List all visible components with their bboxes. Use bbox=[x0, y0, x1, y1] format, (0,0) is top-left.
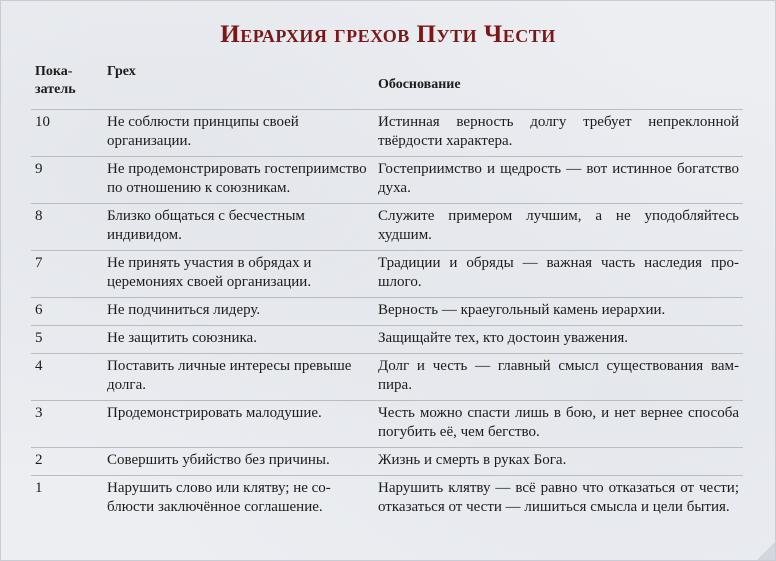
row-sin: Не соблюсти принципы своей организации. bbox=[107, 114, 299, 149]
row-sin: Не защитить союзника. bbox=[107, 330, 257, 346]
page-title: Иерархия грехов Пути Чести bbox=[220, 21, 556, 48]
row-sin: Продемонстрировать малодушие. bbox=[107, 405, 322, 421]
header-sin: Грех bbox=[107, 64, 136, 79]
header-reason: Обоснование bbox=[378, 77, 461, 92]
row-score: 6 bbox=[35, 302, 43, 318]
table-row bbox=[31, 326, 743, 354]
row-score: 1 bbox=[35, 480, 43, 496]
page-corner-fold bbox=[757, 542, 775, 560]
table-row bbox=[31, 448, 743, 476]
row-reason: Долг и честь — главный смысл существования вампира. bbox=[378, 358, 739, 393]
header-score-line1: Пока- bbox=[35, 64, 73, 79]
row-sin: Поставить личные интересы превыше долга. bbox=[107, 358, 352, 393]
row-score: 4 bbox=[35, 358, 43, 374]
row-reason: Гостеприимство и щедрость — вот истинное богатство духа. bbox=[378, 161, 739, 196]
row-reason: Нарушить клятву — всё равно что отказаться от чести; отказаться от чести — лишиться смысла и цели бытия. bbox=[378, 480, 739, 515]
row-reason: Честь можно спасти лишь в бою, и нет вернее способа погубить её, чем бегство. bbox=[378, 405, 739, 440]
table-row bbox=[31, 298, 743, 326]
row-score: 8 bbox=[35, 208, 43, 224]
row-reason: Защищайте тех, кто достоин уважения. bbox=[378, 330, 629, 346]
table-row bbox=[31, 251, 743, 298]
table-row bbox=[31, 476, 743, 523]
table-row bbox=[31, 354, 743, 401]
row-sin: Не продемонстрировать гостеприимство по отношению к союзникам. bbox=[107, 161, 367, 196]
row-sin: Не принять участия в обрядах и церемониях своей организации. bbox=[107, 255, 312, 290]
table-header-row bbox=[31, 59, 743, 110]
table-row bbox=[31, 110, 743, 157]
row-score: 10 bbox=[35, 114, 50, 130]
table-row bbox=[31, 401, 743, 448]
header-score bbox=[31, 59, 103, 110]
row-reason: Истинная верность долгу требует непреклонной твёрдости характера. bbox=[378, 114, 739, 149]
row-score: 5 bbox=[35, 330, 43, 346]
row-score: 7 bbox=[35, 255, 43, 271]
row-reason: Жизнь и смерть в руках Бога. bbox=[378, 452, 567, 468]
row-sin: Близко общаться с бесчестным индивидом. bbox=[107, 208, 305, 243]
row-score: 9 bbox=[35, 161, 43, 177]
row-reason: Традиции и обряды — важная часть наследия прошлого. bbox=[378, 255, 739, 290]
row-score: 2 bbox=[35, 452, 43, 468]
table-row bbox=[31, 157, 743, 204]
row-reason: Служите примером лучшим, а не уподобляйтесь худшим. bbox=[378, 208, 739, 243]
header-score-line2: затель bbox=[35, 82, 76, 97]
row-sin: Нарушить слово или клятву; не соблюсти заключённое соглашение. bbox=[107, 480, 331, 515]
row-sin: Не подчиниться лидеру. bbox=[107, 302, 261, 318]
row-score: 3 bbox=[35, 405, 43, 421]
row-sin: Совершить убийство без причины. bbox=[107, 452, 330, 468]
row-reason: Верность — краеугольный камень иерархии. bbox=[378, 302, 666, 318]
sin-hierarchy-table bbox=[31, 59, 743, 522]
table-row bbox=[31, 204, 743, 251]
